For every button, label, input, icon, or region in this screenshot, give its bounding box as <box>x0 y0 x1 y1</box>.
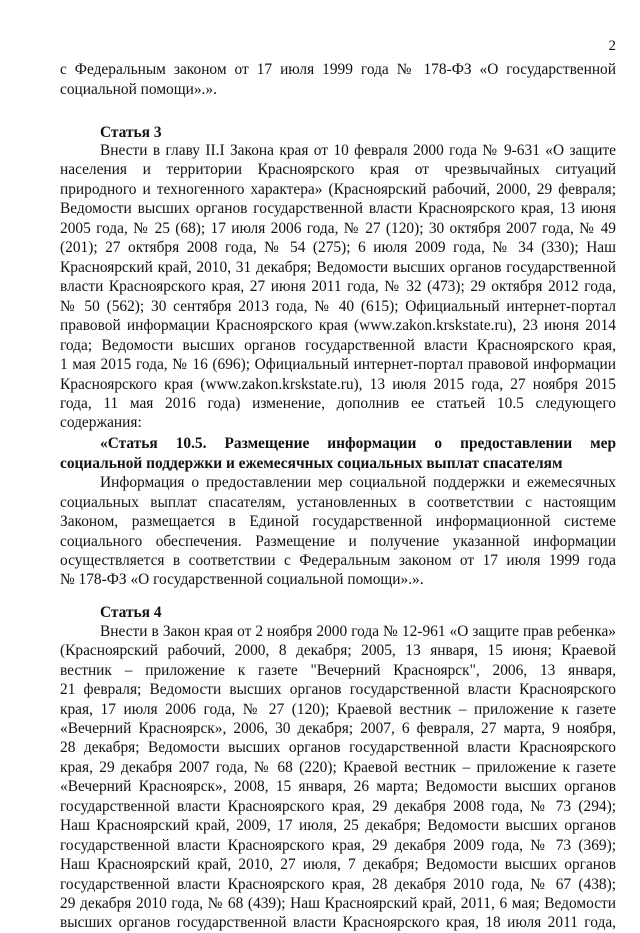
text-line: вестник – приложение к газете "Вечерний Красноярск", 2006, 13 января, <box>60 662 616 679</box>
text-line: Наш Красноярский край, 2009, 17 июля, 25 декабря; Ведомости высших органов <box>60 817 616 834</box>
text-line: Законом, размещается в Единой государственной информационной системе <box>60 513 616 530</box>
paragraph-last-line: № 178-ФЗ «О государственной социальной помощи».». <box>60 571 424 588</box>
text-line: 21 февраля; Ведомости высших органов государственной власти Красноярского <box>60 681 616 698</box>
text-line: Красноярского края (www.zakon.krskstate.ru), 13 июля 2015 года, 27 ноября 2015 <box>60 376 616 393</box>
text-line: высших органов государственной власти Красноярского края, 18 июля 2011 года, <box>60 914 616 931</box>
text-line: 28 декабря; Ведомости высших органов государственной власти Красноярского <box>60 739 616 756</box>
text-line: власти Красноярского края, 27 июня 2011 года, № 32 (473); 29 октября 2012 года, <box>60 278 616 295</box>
page-number: 2 <box>608 38 616 54</box>
paragraph-first-line: Информация о предоставлении мер социальной поддержки и ежемесячных <box>100 474 616 491</box>
text-line: с Федеральным законом от 17 июля 1999 года № 178-ФЗ «О государственной <box>60 61 616 78</box>
text-line: края, 29 декабря 2007 года, № 68 (220); Краевой вестник – приложение к газете <box>60 759 616 776</box>
text-line: (Красноярский рабочий, 2000, 8 декабря; 2005, 13 января, 15 июня; Краевой <box>60 642 616 659</box>
text-line: государственной власти Красноярского края, 29 декабря 2009 года, № 73 (369); <box>60 837 616 854</box>
article-heading: Статья 3 <box>100 124 162 141</box>
paragraph-first-line: Внести в главу II.I Закона края от 10 февраля 2000 года № 9-631 «О защите <box>100 142 616 159</box>
paragraph-first-line: Внести в Закон края от 2 ноября 2000 года № 12-961 «О защите прав ребенка» <box>100 623 616 640</box>
text-line: 1 мая 2015 года, № 16 (696); Официальный интернет-портал правовой информации <box>60 356 616 373</box>
text-line: осуществляется в соответствии с Федеральным законом от 17 июля 1999 года <box>60 552 616 569</box>
text-line: социальных выплат спасателям, установленных в соответствии с настоящим <box>60 494 616 511</box>
text-line: 2005 года, № 25 (68); 17 июля 2006 года, № 27 (120); 30 октября 2007 года, № 49 <box>60 220 616 237</box>
text-line: правовой информации Красноярского края (www.zakon.krskstate.ru), 23 июня 2014 <box>60 317 616 334</box>
text-line: государственной власти Красноярского края, 29 декабря 2008 года, № 73 (294); <box>60 798 616 815</box>
text-line: Красноярский край, 2010, 31 декабря; Ведомости высших органов государственной <box>60 259 616 276</box>
text-line: «Вечерний Красноярск», 2006, 30 декабря; 2007, 6 февраля, 27 марта, 9 ноября, <box>60 720 616 737</box>
text-line: № 50 (562); 30 сентября 2013 года, № 40 (615); Официальный интернет-портал <box>60 298 616 315</box>
text-line: (201); 27 октября 2008 года, № 54 (275); 6 июля 2009 года, № 34 (330); Наш <box>60 239 616 256</box>
article-heading: Статья 4 <box>100 604 162 621</box>
text-line: государственной власти Красноярского края, 28 декабря 2010 года, № 67 (438); <box>60 876 616 893</box>
text-line: природного и техногенного характера» (Красноярский рабочий, 2000, 29 февраля; <box>60 181 616 198</box>
text-line: года; Ведомости высших органов государственной власти Красноярского края, <box>60 337 616 354</box>
section-title-line: социальной поддержки и ежемесячных социальных выплат спасателям <box>60 455 563 472</box>
paragraph-last-line: социальной помощи».». <box>60 81 217 98</box>
text-line: населения и территории Красноярского края от чрезвычайных ситуаций <box>60 161 616 178</box>
text-line: 29 декабря 2010 года, № 68 (439); Наш Красноярский край, 2011, 6 мая; Ведомости <box>60 895 616 912</box>
text-line: Наш Красноярский край, 2010, 27 июля, 7 декабря; Ведомости высших органов <box>60 856 616 873</box>
paragraph-last-line: содержания: <box>60 414 142 431</box>
text-line: социального обеспечения. Размещение и получение указанной информации <box>60 533 616 550</box>
text-line: края, 17 июля 2006 года, № 27 (120); Краевой вестник – приложение к газете <box>60 701 616 718</box>
section-title-line: «Статья 10.5. Размещение информации о предоставлении мер <box>100 435 616 452</box>
text-line: Ведомости высших органов государственной власти Красноярского края, 13 июня <box>60 200 616 217</box>
text-line: года, 11 мая 2016 года) изменение, дополнив ее статьей 10.5 следующего <box>60 395 616 412</box>
text-line: «Вечерний Красноярск», 2008, 15 января, 26 марта; Ведомости высших органов <box>60 778 616 795</box>
